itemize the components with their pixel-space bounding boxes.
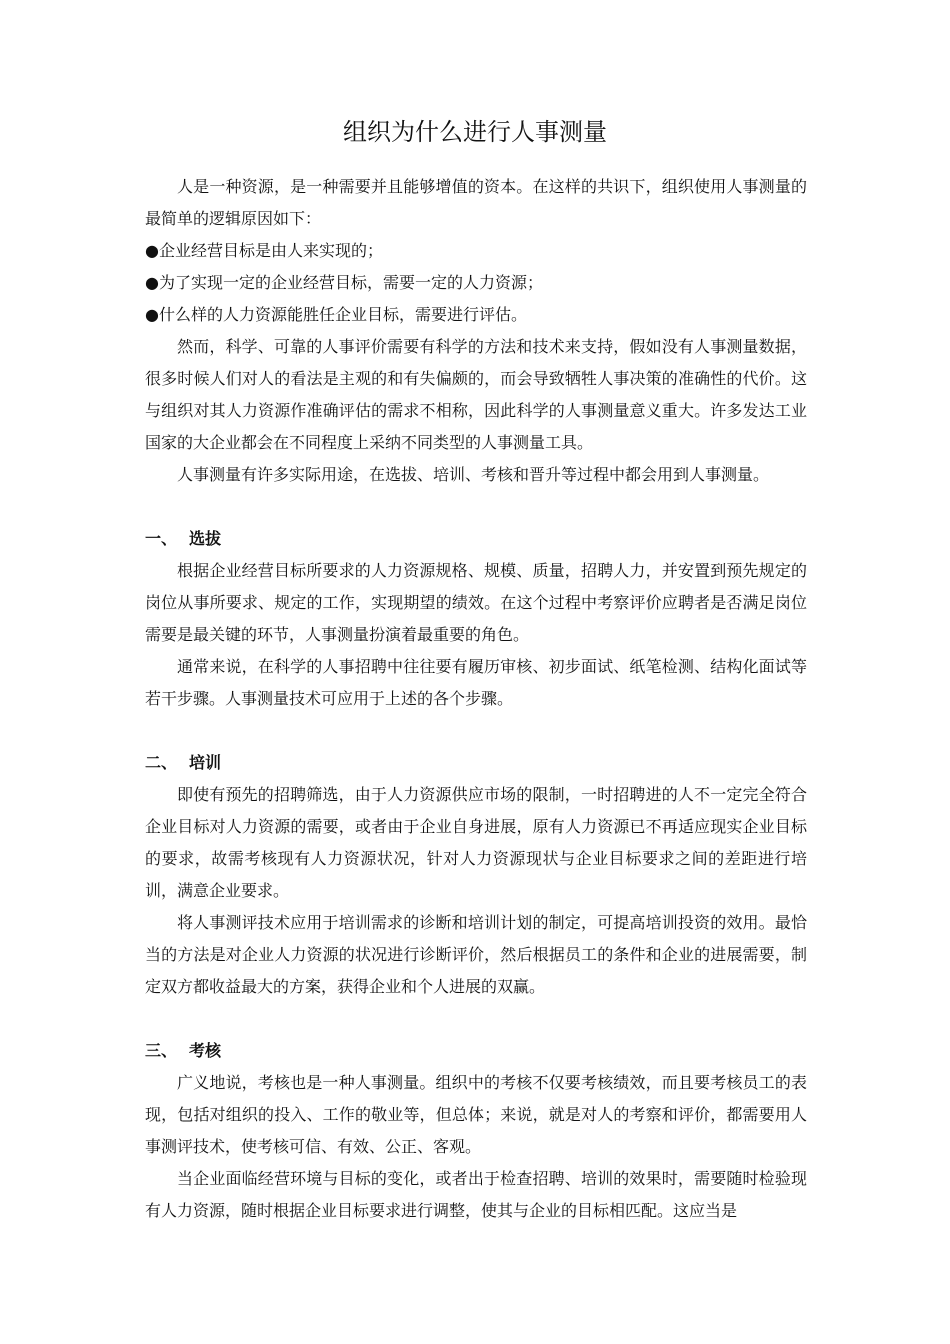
bullet-item-1: ●企业经营目标是由人来实现的；: [145, 241, 383, 260]
section-paragraph: 将人事测评技术应用于培训需求的诊断和培训计划的制定，可提高培训投资的效用。最恰当的方法是对企业人力资源的状况进行诊断评价，然后根据员工的条件和企业的进展需要，制定双方都收益最大的方案，获得企业和个人进展的双赢。: [145, 913, 807, 996]
intro-paragraph-1: 人是一种资源，是一种需要并且能够增值的资本。在这样的共识下，组织使用人事测量的最简单的逻辑原因如下：: [145, 177, 807, 228]
section-title: 选拔: [189, 529, 222, 548]
section-number: 一、: [145, 529, 178, 548]
section-paragraph: 根据企业经营目标所要求的人力资源规格、规模、质量，招聘人力，并安置到预先规定的岗位从事所要求、规定的工作，实现期望的绩效。在这个过程中考察评价应聘者是否满足岗位需要是最关键的环节，人事测量扮演着最重要的角色。: [145, 561, 807, 644]
section-spacer: [145, 715, 807, 747]
document-body: [145, 171, 807, 1227]
section-title: 培训: [189, 753, 222, 772]
section-paragraph: 即使有预先的招聘筛选，由于人力资源供应市场的限制，一时招聘进的人不一定完全符合企业目标对人力资源的需要，或者由于企业自身进展，原有人力资源已不再适应现实企业目标的要求，故需考核现有人力资源状况，针对人力资源现状与企业目标要求之间的差距进行培训，满意企业要求。: [145, 785, 807, 900]
section-heading-assessment: [145, 1035, 807, 1067]
section-paragraph: 通常来说，在科学的人事招聘中往往要有履历审核、初步面试、纸笔检测、结构化面试等若干步骤。人事测量技术可应用于上述的各个步骤。: [145, 657, 807, 708]
section-heading-training: [145, 747, 807, 779]
section-title: 考核: [189, 1041, 222, 1060]
section-paragraph: 当企业面临经营环境与目标的变化，或者出于检查招聘、培训的效果时，需要随时检验现有人力资源，随时根据企业目标要求进行调整，使其与企业的目标相匹配。这应当是: [145, 1169, 807, 1220]
section-spacer: [145, 1003, 807, 1035]
bullet-item-2: ●为了实现一定的企业经营目标，需要一定的人力资源；: [145, 273, 543, 292]
section-number: 三、: [145, 1041, 178, 1060]
section-heading-selection: [145, 523, 807, 555]
intro-paragraph-3: 人事测量有许多实际用途，在选拔、培训、考核和晋升等过程中都会用到人事测量。: [177, 465, 770, 484]
document-title: 组织为什么进行人事测量: [343, 118, 607, 146]
section-number: 二、: [145, 753, 178, 772]
section-spacer: [145, 491, 807, 523]
section-paragraph: 广义地说，考核也是一种人事测量。组织中的考核不仅要考核绩效，而且要考核员工的表现，包括对组织的投入、工作的敬业等，但总体；来说，就是对人的考察和评价，都需要用人事测评技术，使考核可信、有效、公正、客观。: [145, 1073, 807, 1156]
bullet-item-3: ●什么样的人力资源能胜任企业目标，需要进行评估。: [145, 305, 527, 324]
intro-paragraph-2: 然而，科学、可靠的人事评价需要有科学的方法和技术来支持，假如没有人事测量数据，很多时候人们对人的看法是主观的和有失偏颇的，而会导致牺牲人事决策的准确性的代价。这与组织对其人力资源作准确评估的需求不相称，因此科学的人事测量意义重大。许多发达工业国家的大企业都会在不同程度上采纳不同类型的人事测量工具。: [145, 337, 807, 452]
